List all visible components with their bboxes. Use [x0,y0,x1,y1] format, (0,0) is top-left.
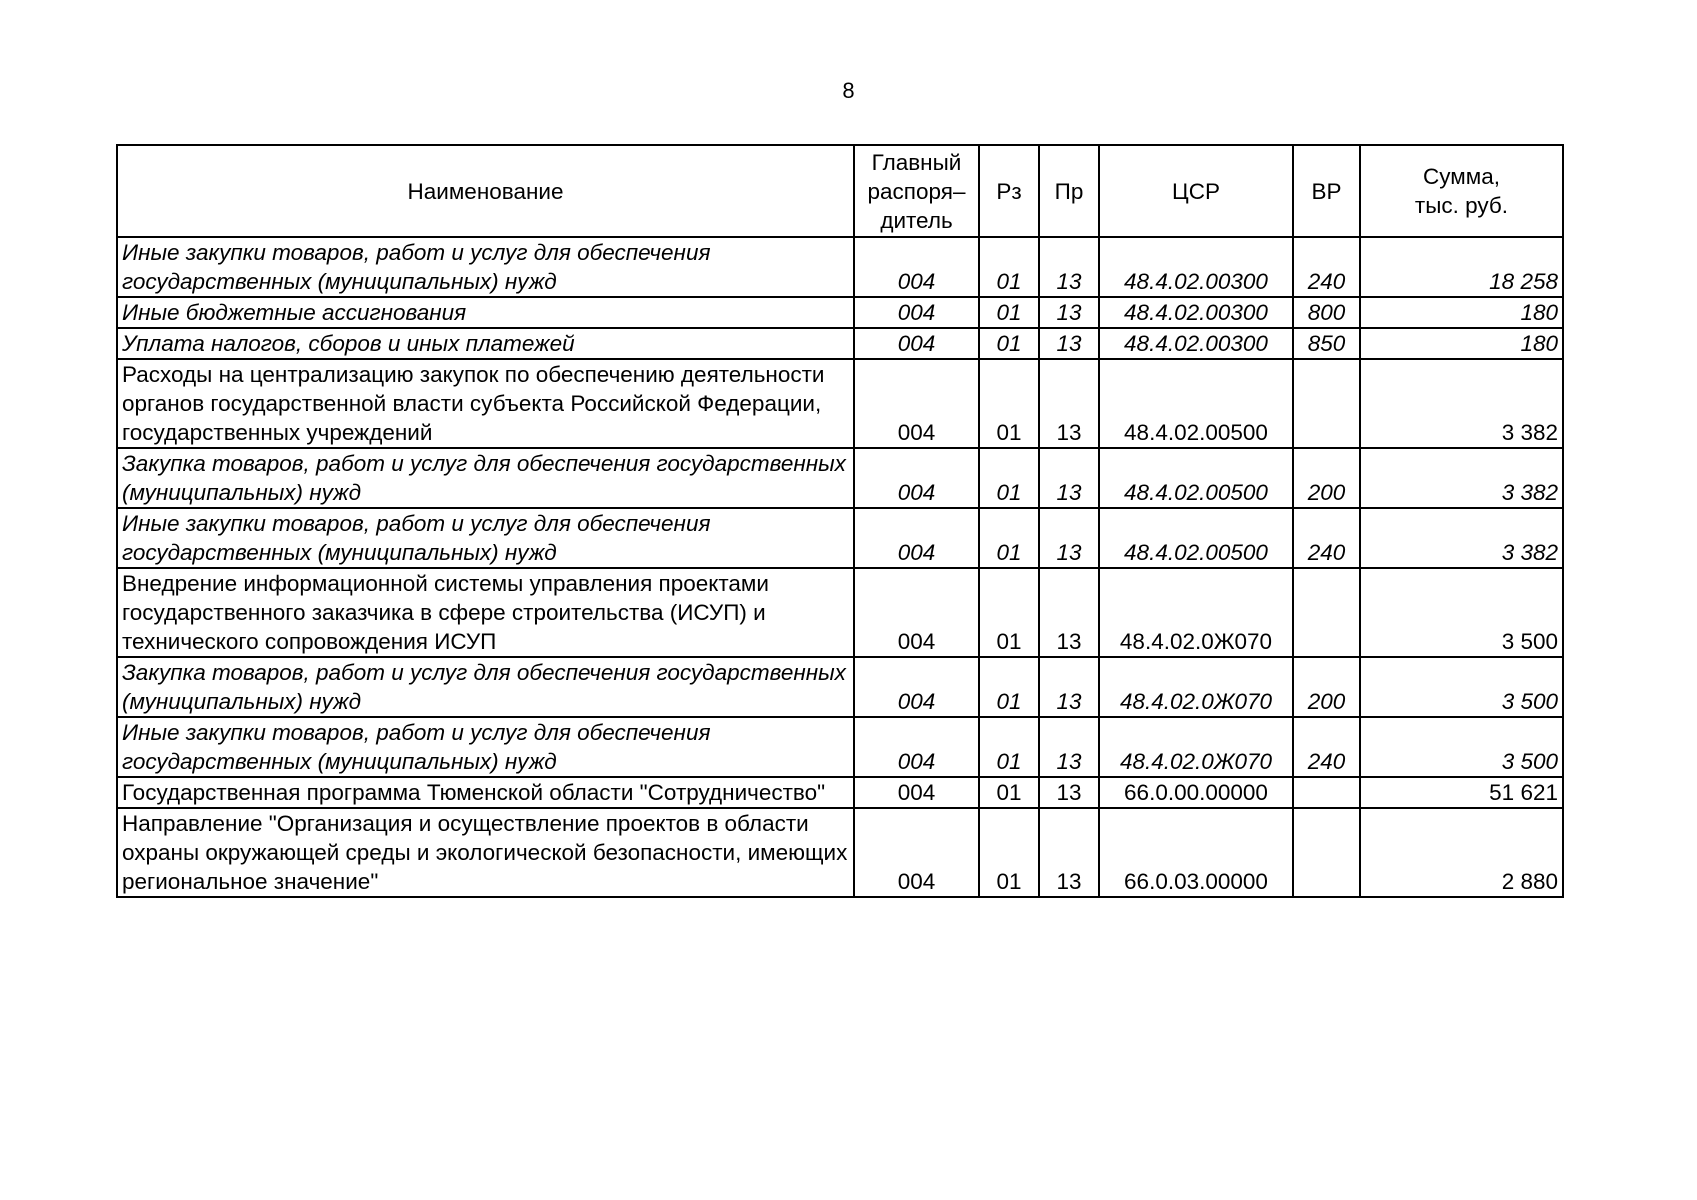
cell-pr: 13 [1039,568,1099,657]
cell-rz: 01 [979,448,1039,508]
table-row [117,297,1563,328]
header-sum-line: тыс. руб. [1414,193,1509,218]
table-row [117,777,1563,808]
cell-pr: 13 [1039,657,1099,717]
table-row [117,568,1563,657]
header-name: Наименование [117,145,854,237]
cell-vr: 200 [1293,448,1360,508]
cell-admin: 004 [854,328,979,359]
cell-name: Закупка товаров, работ и услуг для обеспечения государственных (муниципальных) нужд [117,448,854,508]
header-vr: ВР [1293,145,1360,237]
header-pr: Пр [1039,145,1099,237]
cell-rz: 01 [979,328,1039,359]
header-admin-line: дитель [880,207,953,233]
cell-sum: 180 [1360,328,1563,359]
cell-pr: 13 [1039,237,1099,297]
cell-rz: 01 [979,508,1039,568]
cell-vr: 800 [1293,297,1360,328]
cell-vr: 240 [1293,508,1360,568]
cell-admin: 004 [854,508,979,568]
cell-rz: 01 [979,717,1039,777]
cell-admin: 004 [854,717,979,777]
table-body [117,237,1563,897]
cell-admin: 004 [854,297,979,328]
table-row [117,657,1563,717]
cell-pr: 13 [1039,808,1099,897]
cell-rz: 01 [979,808,1039,897]
cell-vr [1293,568,1360,657]
cell-sum: 3 500 [1360,657,1563,717]
cell-csr: 48.4.02.0Ж070 [1099,717,1293,777]
page-number: 8 [842,78,855,103]
table-row [117,508,1563,568]
table-header-row [117,145,1563,237]
header-admin-line: распоря– [867,178,966,204]
cell-vr: 850 [1293,328,1360,359]
cell-admin: 004 [854,568,979,657]
cell-vr [1293,777,1360,808]
cell-name: Уплата налогов, сборов и иных платежей [117,328,854,359]
cell-admin: 004 [854,359,979,448]
cell-csr: 48.4.02.0Ж070 [1099,568,1293,657]
header-rz: Рз [979,145,1039,237]
cell-pr: 13 [1039,448,1099,508]
header-admin [854,145,979,237]
cell-pr: 13 [1039,328,1099,359]
cell-csr: 48.4.02.00500 [1099,448,1293,508]
cell-pr: 13 [1039,777,1099,808]
cell-csr: 66.0.03.00000 [1099,808,1293,897]
cell-name: Внедрение информационной системы управления проектами государственного заказчика в сфере строительства (ИСУП) и технического сопровождения ИСУП [117,568,854,657]
cell-rz: 01 [979,237,1039,297]
cell-name: Государственная программа Тюменской области "Сотрудничество" [117,777,854,808]
table-row [117,448,1563,508]
cell-sum: 3 382 [1360,508,1563,568]
cell-csr: 48.4.02.00500 [1099,359,1293,448]
table-row [117,328,1563,359]
cell-name: Иные закупки товаров, работ и услуг для обеспечения государственных (муниципальных) нужд [117,508,854,568]
cell-rz: 01 [979,359,1039,448]
cell-csr: 48.4.02.00300 [1099,237,1293,297]
budget-table [116,144,1564,898]
cell-admin: 004 [854,657,979,717]
header-sum [1360,145,1563,237]
cell-csr: 66.0.00.00000 [1099,777,1293,808]
cell-vr: 240 [1293,717,1360,777]
cell-sum: 3 500 [1360,568,1563,657]
cell-rz: 01 [979,568,1039,657]
cell-sum: 3 382 [1360,359,1563,448]
table-row [117,359,1563,448]
cell-name: Расходы на централизацию закупок по обеспечению деятельности органов государственной власти субъекта Российской Федерации, государственных учреждений [117,359,854,448]
cell-vr: 200 [1293,657,1360,717]
cell-admin: 004 [854,808,979,897]
cell-admin: 004 [854,448,979,508]
cell-name: Закупка товаров, работ и услуг для обеспечения государственных (муниципальных) нужд [117,657,854,717]
header-admin-line: Главный [871,149,962,175]
cell-sum: 3 500 [1360,717,1563,777]
cell-vr [1293,359,1360,448]
cell-pr: 13 [1039,297,1099,328]
cell-rz: 01 [979,297,1039,328]
cell-sum: 180 [1360,297,1563,328]
table-row [117,808,1563,897]
cell-csr: 48.4.02.00300 [1099,297,1293,328]
cell-name: Направление "Организация и осуществление проектов в области охраны окружающей среды и экологической безопасности, имеющих региональное значение" [117,808,854,897]
table-row [117,717,1563,777]
cell-sum: 51 621 [1360,777,1563,808]
table-row [117,237,1563,297]
cell-pr: 13 [1039,508,1099,568]
cell-sum: 18 258 [1360,237,1563,297]
cell-csr: 48.4.02.0Ж070 [1099,657,1293,717]
cell-admin: 004 [854,237,979,297]
cell-name: Иные закупки товаров, работ и услуг для обеспечения государственных (муниципальных) нужд [117,237,854,297]
header-csr: ЦСР [1099,145,1293,237]
cell-vr [1293,808,1360,897]
cell-rz: 01 [979,777,1039,808]
cell-sum: 2 880 [1360,808,1563,897]
cell-rz: 01 [979,657,1039,717]
cell-csr: 48.4.02.00500 [1099,508,1293,568]
cell-pr: 13 [1039,717,1099,777]
cell-pr: 13 [1039,359,1099,448]
cell-csr: 48.4.02.00300 [1099,328,1293,359]
cell-vr: 240 [1293,237,1360,297]
cell-name: Иные бюджетные ассигнования [117,297,854,328]
header-sum-line: Сумма, [1423,164,1500,189]
cell-name: Иные закупки товаров, работ и услуг для обеспечения государственных (муниципальных) нужд [117,717,854,777]
cell-sum: 3 382 [1360,448,1563,508]
cell-admin: 004 [854,777,979,808]
